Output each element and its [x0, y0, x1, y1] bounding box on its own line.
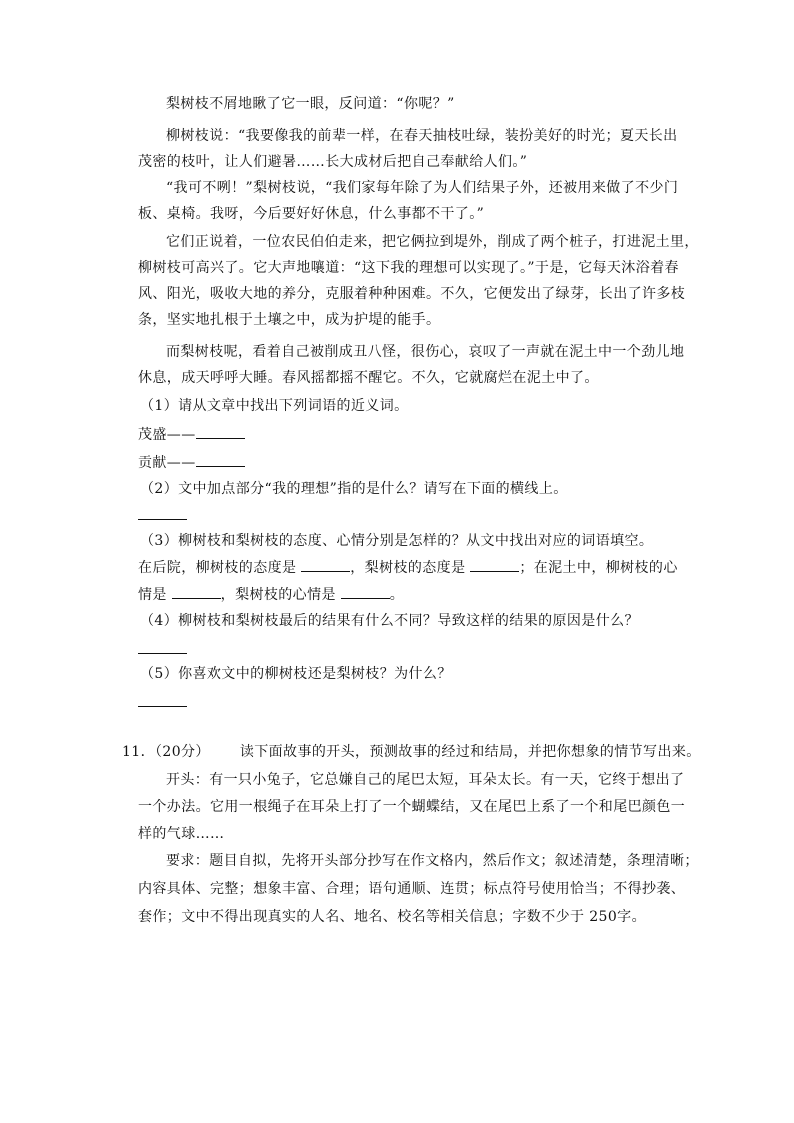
question-4: （4）柳树枝和梨树枝最后的结果有什么不同？导致这样的结果的原因是什么？ [140, 613, 639, 629]
answer-line-q5[interactable] [138, 706, 187, 707]
answer-blank[interactable] [172, 584, 221, 599]
q11-requirement-line3: 套作；文中不得出现真实的人名、地名、校名等相关信息；字数不少于 250字。 [138, 909, 646, 925]
q11-requirement-line2: 内容具体、完整；想象丰富、合理；语句通顺、连贯；标点符号使用恰当；不得抄袭、 [138, 881, 686, 897]
question-3-fill-line2 [138, 584, 683, 605]
question-11 [122, 742, 701, 762]
answer-blank[interactable] [341, 584, 390, 599]
q3-text-d: 情是 [138, 587, 167, 603]
answer-blank[interactable] [470, 557, 519, 572]
q11-opening-line1: 开头：有一只小兔子，它总嫌自己的尾巴太短，耳朵太长。有一天，它终于想出了 [166, 772, 685, 788]
q3-text-e: ，梨树枝的心情是 [220, 587, 336, 603]
answer-blank[interactable] [196, 452, 245, 467]
answer-blank[interactable] [196, 424, 245, 439]
passage-p4-line4: 条，坚实地扎根于土壤之中，成为护堤的能手。 [138, 312, 441, 328]
passage-p3-line2: 板、桌椅。我呀，今后要好好休息，什么事都不干了。” [138, 206, 485, 222]
q11-opening-line3: 样的气球…… [138, 826, 225, 842]
answer-blank[interactable] [301, 557, 350, 572]
passage-p4-line3: 风、阳光，吸收大地的养分，克服着种种困难。不久，它便发出了绿芽，长出了许多枝 [138, 286, 686, 302]
question-11-header: 11．（20分） [122, 744, 210, 760]
question-3-fill-line1 [138, 557, 683, 578]
question-5: （5）你喜欢文中的柳树枝还是梨树枝？为什么？ [140, 666, 452, 682]
question-1-item-b [138, 452, 683, 473]
q3-text-a: 在后院，柳树枝的态度是 [138, 560, 297, 576]
q3-text-f: 。 [389, 587, 405, 603]
passage-p4-line2: 柳树枝可高兴了。它大声地嚷道：“这下我的理想可以实现了。”于是，它每天沐浴着春 [138, 260, 679, 276]
passage-p2-line1: 柳树枝说：“我要像我的前辈一样，在春天抽枝吐绿，装扮美好的时光；夏天长出 [166, 128, 678, 144]
q3-text-b: ，梨树枝的态度是 [350, 560, 466, 576]
passage-p5-line1: 而梨树枝呢，看着自己被削成丑八怪，很伤心，哀叹了一声就在泥土中一个劲儿地 [166, 344, 685, 360]
question-1-item-a [138, 424, 683, 445]
q11-opening-line2: 一个办法。它用一根绳子在耳朵上打了一个蝴蝶结，又在尾巴上系了一个和尾巴颜色一 [138, 799, 686, 815]
question-2: （2）文中加点部分“我的理想”指的是什么？请写在下面的横线上。 [140, 481, 568, 497]
question-11-prompt: 读下面故事的开头，预测故事的经过和结局，并把你想象的情节写出来。 [239, 744, 701, 760]
q3-text-c: ；在泥土中，柳树枝的心 [519, 560, 678, 576]
question-3: （3）柳树枝和梨树枝的态度、心情分别是怎样的？从文中找出对应的词语填空。 [140, 533, 654, 549]
question-1: （1）请从文章中找出下列词语的近义词。 [140, 398, 409, 414]
passage-p1: 梨树枝不屑地瞅了它一眼，反问道：“你呢？” [166, 96, 455, 112]
q11-requirement-line1: 要求：题目自拟，先将开头部分抄写在作文格内，然后作文；叙述清楚，条理清晰； [166, 853, 699, 869]
passage-p4-line1: 它们正说着，一位农民伯伯走来，把它俩拉到堤外，削成了两个桩子，打进泥土里， [166, 234, 699, 250]
question-1-item-b-label: 贡献—— [138, 455, 196, 471]
answer-line-q2[interactable] [138, 519, 187, 520]
question-1-item-a-label: 茂盛—— [138, 427, 196, 443]
passage-p2-line2: 茂密的枝叶，让人们避暑……长大成材后把自己奉献给人们。” [138, 154, 528, 170]
answer-line-q4[interactable] [138, 653, 187, 654]
passage-p5-line2: 休息，成天呼呼大睡。春风摇都摇不醒它。不久，它就腐烂在泥土中了。 [138, 370, 599, 386]
passage-p3-line1: “我可不咧！”梨树枝说，“我们家每年除了为人们结果子外，还被用来做了不少门 [166, 180, 679, 196]
